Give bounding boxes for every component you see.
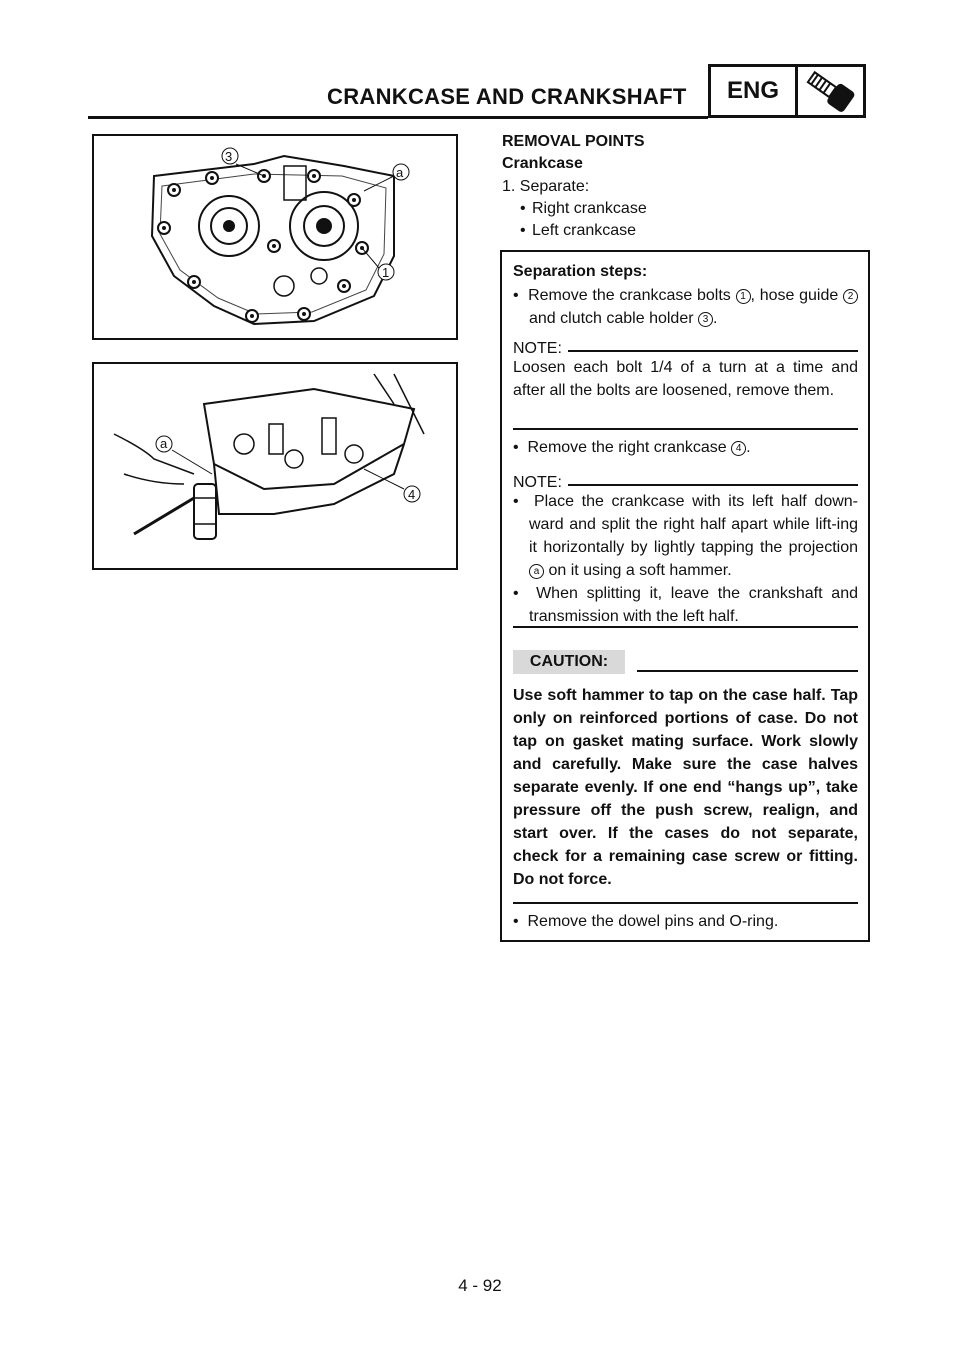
note-label: NOTE: (513, 474, 562, 491)
note-rule (568, 350, 858, 352)
steps-title: Separation steps: (513, 263, 648, 280)
section-label: ENG (711, 67, 798, 115)
note-end-rule (513, 428, 858, 430)
header-rule (88, 116, 708, 119)
removal-subheading: Crankcase (502, 155, 583, 172)
ref-a-icon: a (529, 564, 544, 579)
callout-4: 4 (408, 487, 416, 502)
ref-2-icon: 2 (843, 289, 858, 304)
note-item: • When splitting it, leave the crankshaft and transmission with the left half. (513, 585, 858, 625)
note-rule (568, 484, 858, 486)
removal-item: • Right crankcase (520, 198, 880, 220)
removal-item: • Left crankcase (520, 220, 880, 242)
page-number: 4 - 92 (458, 1276, 502, 1295)
section-badge (708, 64, 866, 118)
step-remove-dowel-pins: • Remove the dowel pins and O-ring. (513, 913, 779, 930)
callout-a: a (160, 436, 168, 451)
ref-1-icon: 1 (736, 289, 751, 304)
step-remove-bolts: • Remove the crankcase bolts 1 , hose guide 2 and clutch cable holder 3 . (513, 284, 858, 330)
caution-end-rule (513, 902, 858, 904)
caution-label: CAUTION: (513, 650, 625, 674)
page-title: CRANKCASE AND CRANKSHAFT (327, 84, 687, 109)
removal-heading: REMOVAL POINTS (502, 133, 645, 150)
note-end-rule (513, 626, 858, 628)
caution-text: Use soft hammer to tap on the case half. Tap only on reinforced portions of case. Do not tap on gasket mating surface. Work slowly and carefully. Make sure the case halves separate evenly. If one end “hangs up”, take pressure off the push screw, realign, and start over. If the cases do not separate, check for a remaining case screw or fitting. Do not force. (513, 687, 858, 888)
note-item: • Place the crankcase with its left half down-ward and split the right half apart while lift-ing it horizontally by lightly tapping the projection a on it using a soft hammer. (513, 493, 858, 579)
caution-rule (637, 670, 858, 672)
note-text: Loosen each bolt 1/4 of a turn at a time and after all the bolts are loosened, remove them. (513, 359, 858, 399)
callout-3: 3 (225, 149, 233, 164)
callout-1: 1 (382, 265, 390, 280)
crankcase-bolts-figure (92, 134, 458, 340)
ref-4-icon: 4 (731, 441, 746, 456)
callout-2: a (396, 165, 404, 180)
note-label: NOTE: (513, 340, 562, 357)
crankcase-separation-figure (92, 362, 458, 570)
removal-step: 1. Separate: (502, 178, 590, 195)
separation-steps-box (500, 250, 870, 942)
engine-bolt-icon (798, 67, 863, 115)
step-remove-right-crankcase: • Remove the right crankcase 4 . (513, 439, 751, 456)
ref-3-icon: 3 (698, 312, 713, 327)
